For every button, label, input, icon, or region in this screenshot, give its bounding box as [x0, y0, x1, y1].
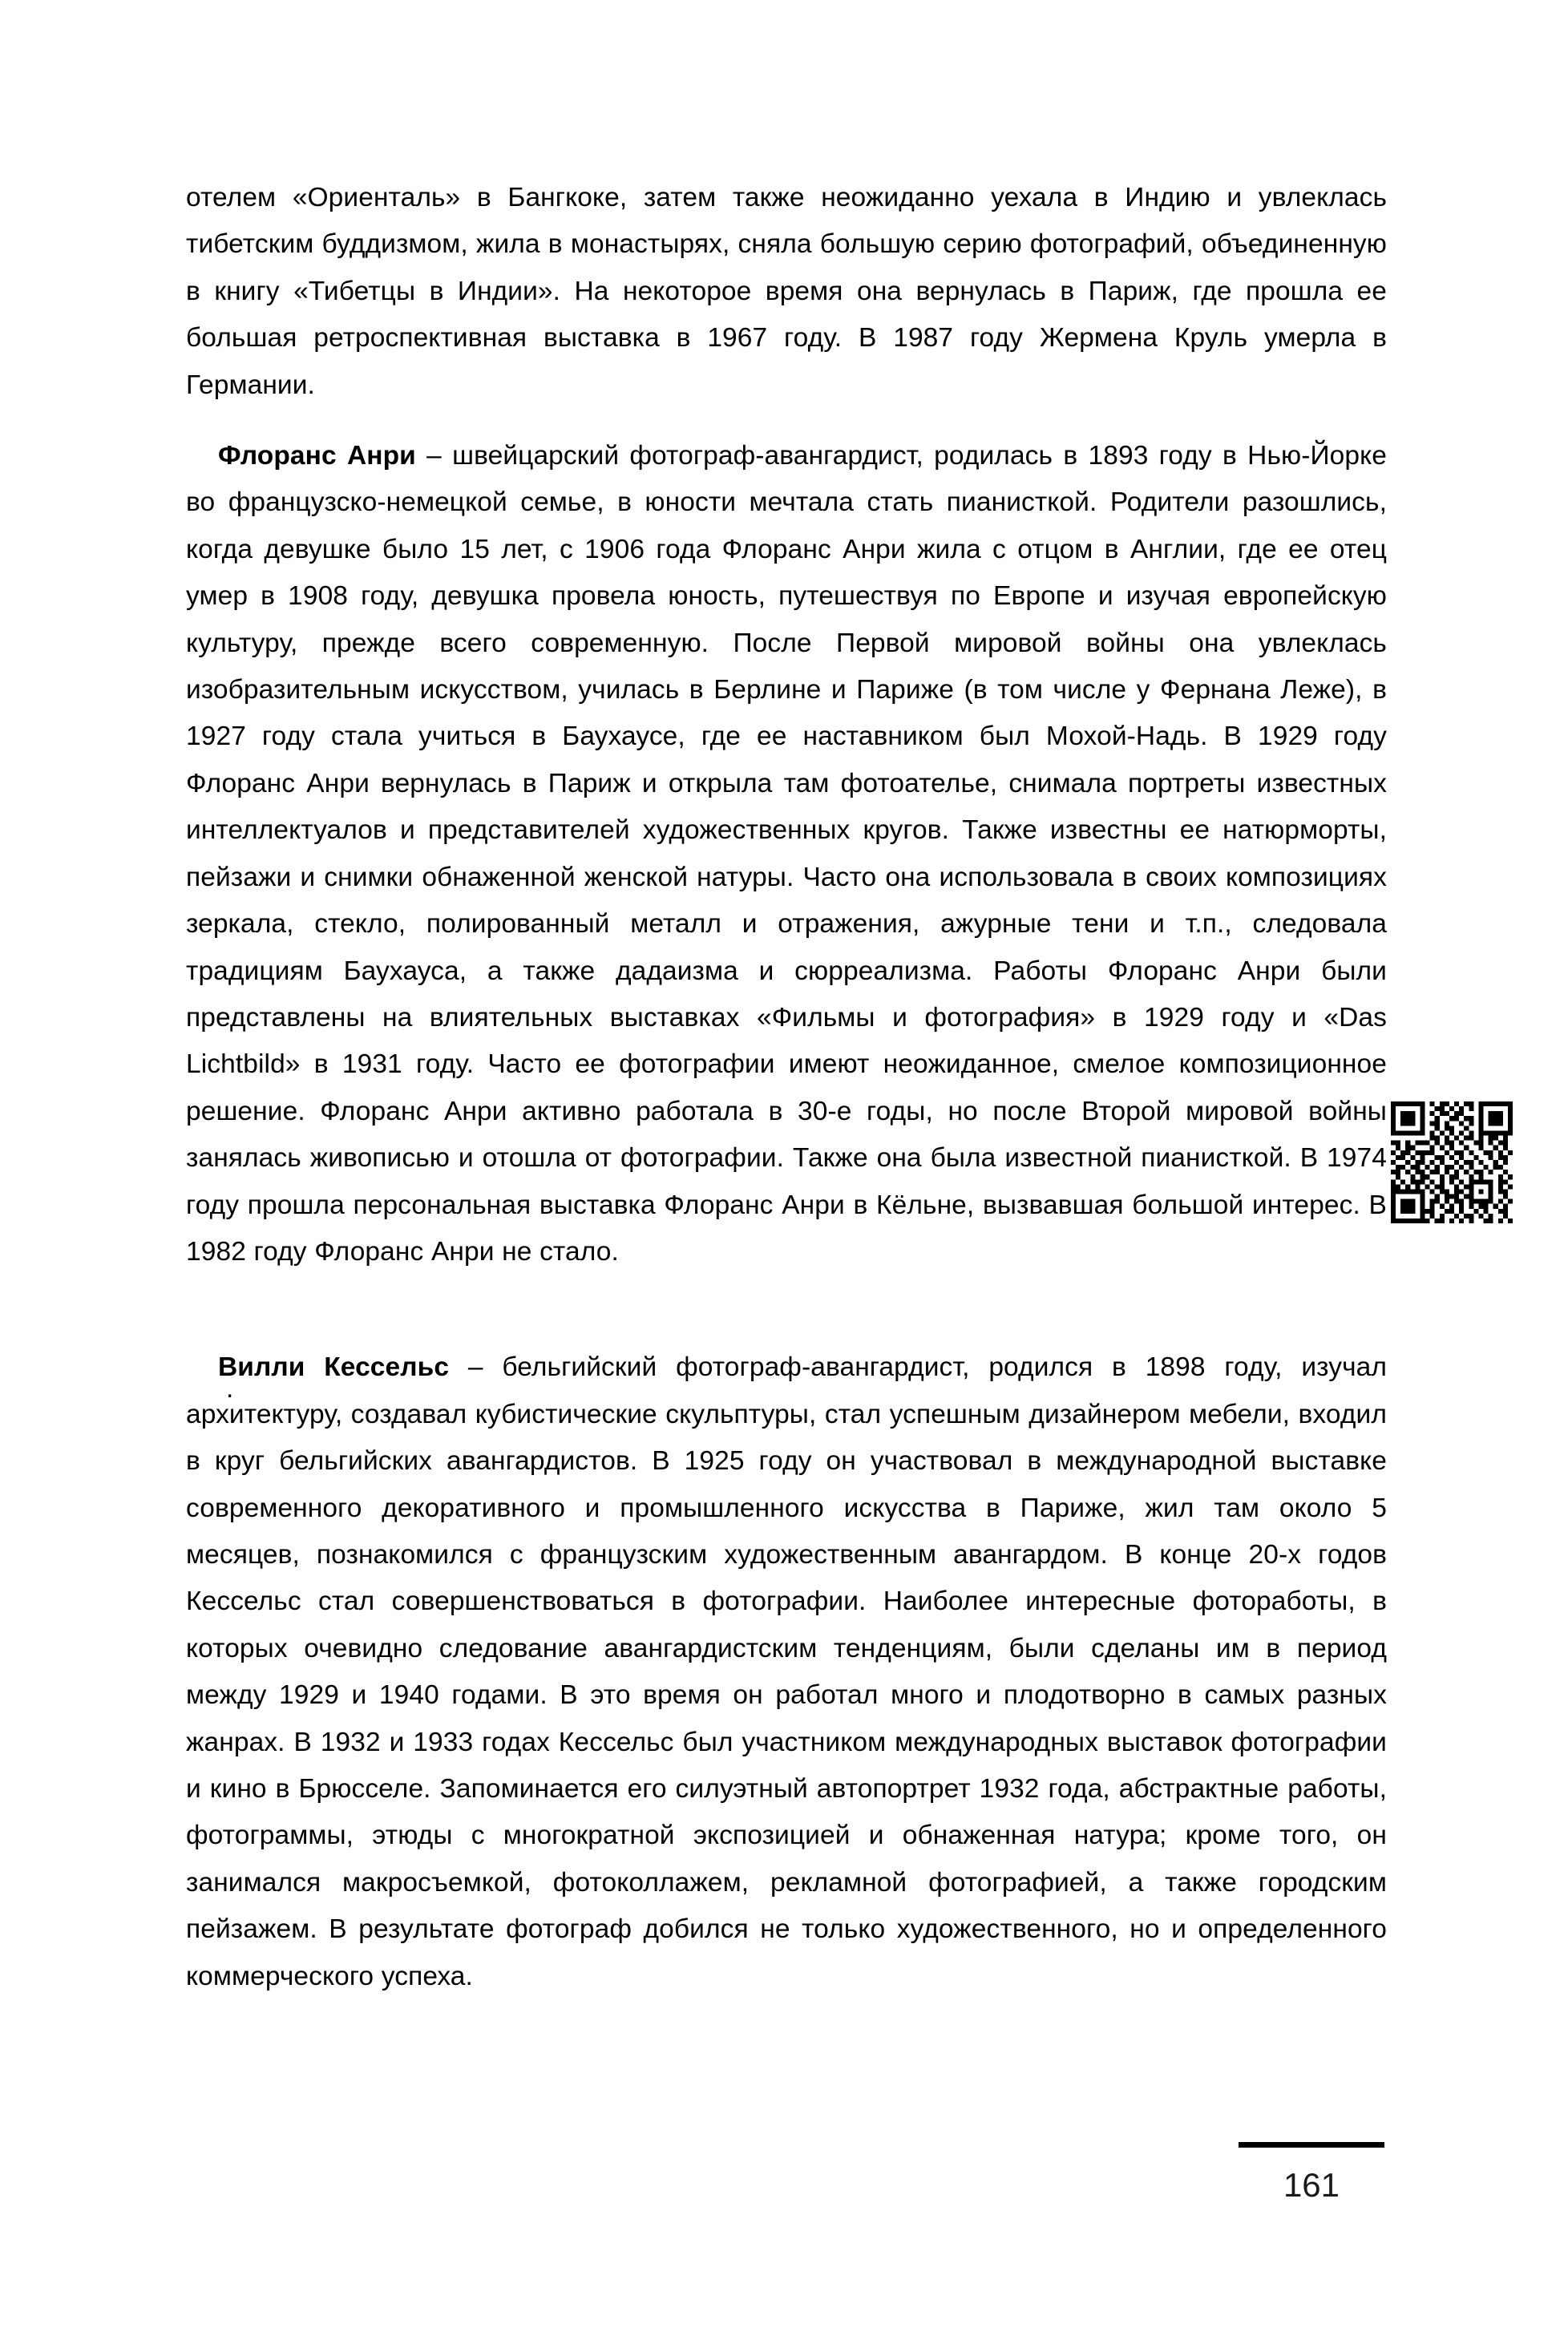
paragraph-krull-continuation [186, 175, 1387, 409]
lead-in-name-florence-henri: Флоранс Анри [218, 441, 416, 471]
lead-in-name-willy-kessels: Вилли Кессельс [218, 1352, 450, 1383]
paragraph-willy-kessels [186, 1344, 1387, 2000]
paragraph-text: отелем «Ориенталь» в Бангкоке, затем также неожиданно уехала в Индию и увлеклась тибетским буддизмом, жила в монастырях, сняла большую серию фотографий, объединенную в книгу «Тибетцы в Индии». На некоторое время она вернулась в Париж, где прошла ее большая ретроспективная выставка в 1967 году. В 1987 году Жермена Круль умерла в Германии. [186, 183, 1387, 400]
page-number: 161 [1283, 2166, 1340, 2204]
paragraph-text: – бельгийский фотограф-авангардист, родился в 1898 году, изучал архитектуру, создавал кубистические скульптуры, стал успешным дизайнером мебели, входил в круг бельгийских авангардистов. В 1925 году он участвовал в международной выставке современного декоративного и промышленного искусства в Париже, жил там около 5 месяцев, познакомился с французским художественным авангардом. В конце 20-х годов Кессельс стал совершенствоваться в фотографии. Наиболее интересные фотоработы, в которых очевидно следование авангардистским тенденциям, были сделаны им в период между 1929 и 1940 годами. В это время он работал много и плодотворно в самых разных жанрах. В 1932 и 1933 годах Кессельс был участником международных выставок фотографии и кино в Брюсселе. Запоминается его силуэтный автопортрет 1932 года, абстрактные работы, фотограммы, этюды с многократной экспозицией и обнаженная натура; кроме того, он занимался макросъемкой, фотоколлажем, рекламной фотографией, а также городским пейзажем. В результате фотограф добился не только художественного, но и определенного коммерческого успеха. [186, 1352, 1388, 1991]
qr-code-icon [1391, 1101, 1513, 1223]
footer-divider-rule [1239, 2142, 1384, 2148]
paragraph-text: – швейцарский фотограф-авангардист, родилась в 1893 году в Нью-Йорке во французско-немецкой семье, в юности мечтала стать пианисткой. Родители разошлись, когда девушке было 15 лет, с 1906 года Флоранс Анри жила с отцом в Англии, где ее отец умер в 1908 году, девушка провела юность, путешествуя по Европе и изучая европейскую культуру, прежде всего современную. После Первой мировой войны она увлеклась изобразительным искусством, училась в Берлине и Париже (в том числе у Фернана Леже), в 1927 году стала учиться в Баухаусе, где ее наставником был Мохой-Надь. В 1929 году Флоранс Анри вернулась в Париж и открыла там фотоателье, снимала портреты известных интеллектуалов и представителей художественных кругов. Также известны ее натюрморты, пейзажи и снимки обнаженной женской натуры. Часто она использовала в своих композициях зеркала, стекло, полированный металл и отражения, ажурные тени и т.п., следовала традициям Баухауса, а также дадаизма и сюрреализма. Работы Флоранс Анри были представлены на влиятельных выставках «Фильмы и фотография» в 1929 году и «Das Lichtbild» в 1931 году. Часто ее фотографии имеют неожиданное, смелое композиционное решение. Флоранс Анри активно работала в 30-е годы, но после Второй мировой войны занялась живописью и отошла от фотографии. Также она была известной пианисткой. В 1974 году прошла персональная выставка Флоранс Анри в Кёльне, вызвавшая большой интерес. В 1982 году Флоранс Анри не стало. [186, 441, 1387, 1267]
text-column [186, 175, 1387, 2000]
paragraph-florence-henri [186, 433, 1387, 1275]
stray-period-mark: . [226, 1374, 234, 1404]
